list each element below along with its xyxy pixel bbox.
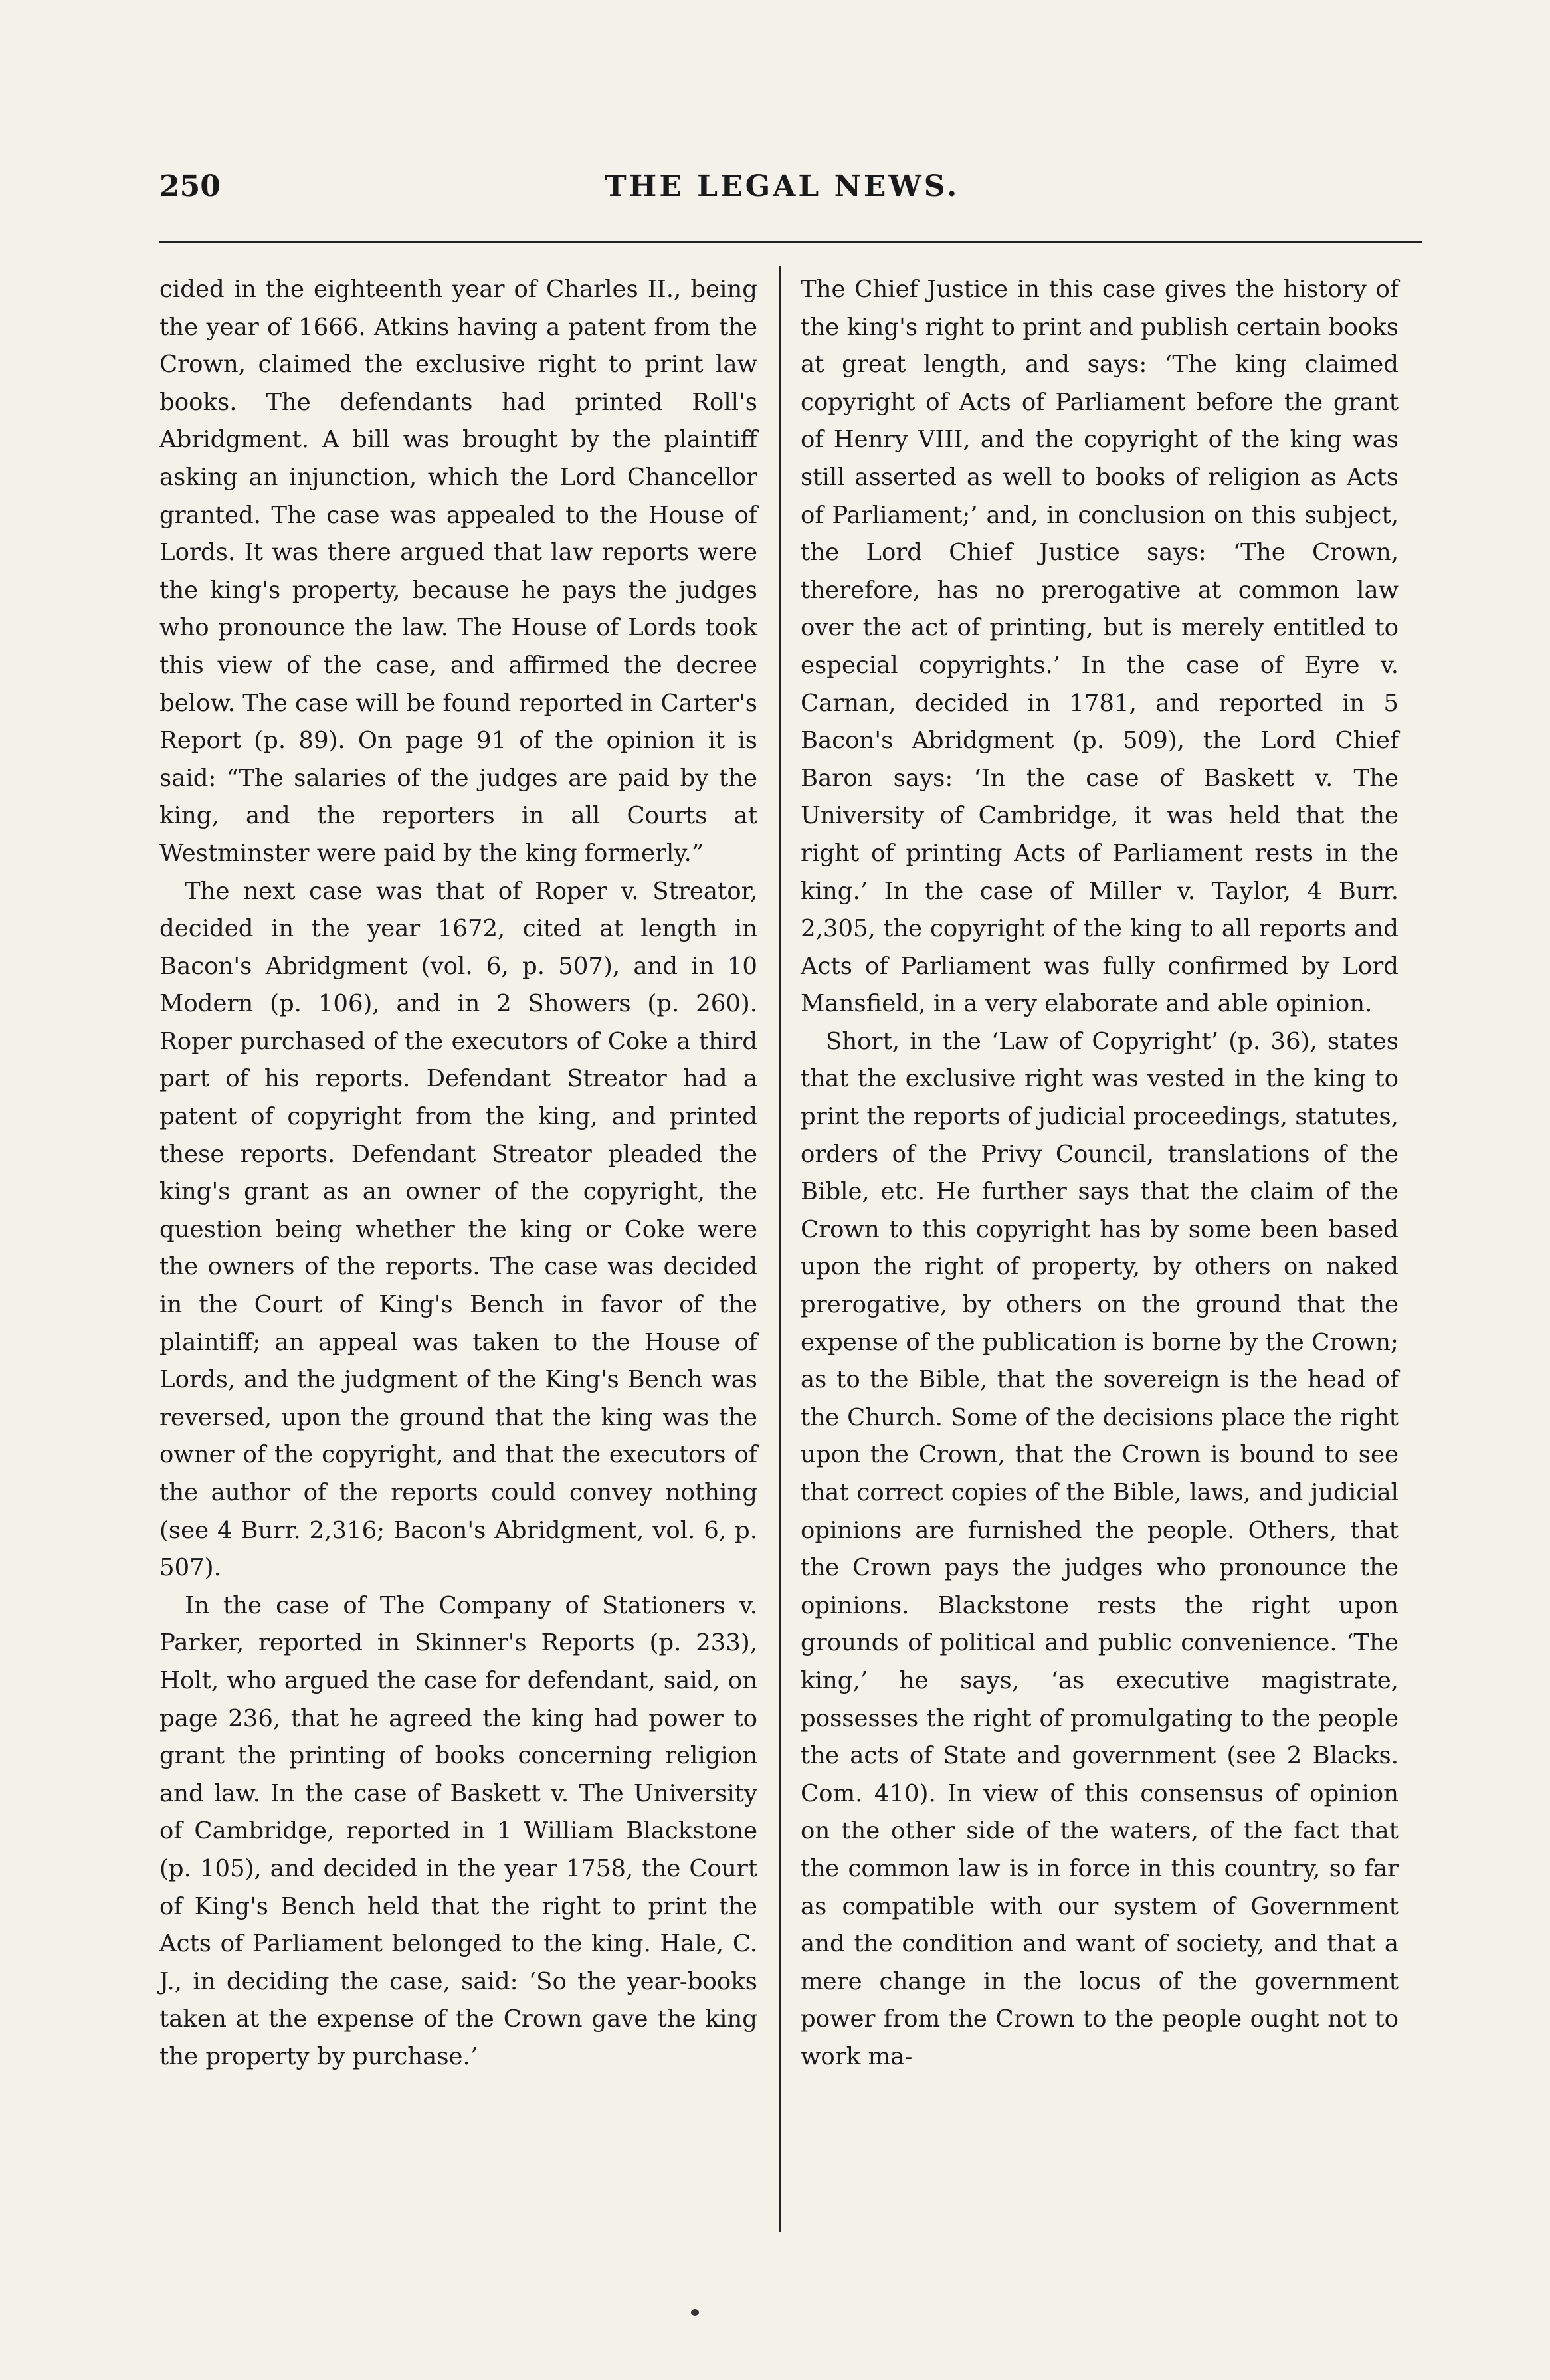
paragraph: In the case of The Company of Stationers v. Parker, reported in Skinner's Reports (p. 233), Holt, who argued the case for defendant, said, on page 236, that he agreed the king had power to grant the printing of books concerning religion and law. In the case of Baskett v. The University of Cambridge, reported in 1 William Blackstone (p. 105), and decided in the year 1758, the Court of King's Bench held that the right to print the Acts of Parliament belonged to the king. Hale, C. J., in deciding the case, said: ‘So the year-books taken at the expense of the Crown gave the king the property by purchase.’ bbox=[159, 1591, 757, 2070]
page-number: 250 bbox=[159, 169, 221, 203]
column-divider bbox=[779, 266, 781, 2232]
running-title: THE LEGAL NEWS. bbox=[605, 169, 960, 203]
paragraph: The next case was that of Roper v. Streator, decided in the year 1672, cited at length in Bacon's Abridgment (vol. 6, p. 507), and in 10 Modern (p. 106), and in 2 Showers (p. 260). Roper purchased of the executors of Coke a third part of his reports. Defendant Streator had a patent of copyright from the king, and printed these reports. Defendant Streator pleaded the king's grant as an owner of the copyright, the question being whether the king or Coke were the owners of the reports. The case was decided in the Court of King's Bench in favor of the plaintiff; an appeal was taken to the House of Lords, and the judgment of the King's Bench was reversed, upon the ground that the king was the owner of the copyright, and that the executors of the author of the reports could convey nothing (see 4 Burr. 2,316; Bacon's Abridgment, vol. 6, p. 507). bbox=[159, 877, 757, 1582]
page-header bbox=[159, 169, 1422, 223]
footer-mark bbox=[691, 2309, 699, 2316]
right-column bbox=[801, 271, 1399, 2251]
header-rule bbox=[159, 241, 1422, 243]
paragraph: cided in the eighteenth year of Charles II., being the year of 1666. Atkins having a patent from the Crown, claimed the exclusive right to print law books. The defendants had printed Roll's Abridgment. A bill was brought by the plaintiff asking an injunction, which the Lord Chancellor granted. The case was appealed to the House of Lords. It was there argued that law reports were the king's property, because he pays the judges who pronounce the law. The House of Lords took this view of the case, and affirmed the decree below. The case will be found reported in Carter's Report (p. 89). On page 91 of the opinion it is said: “The salaries of the judges are paid by the king, and the reporters in all Courts at Westminster were paid by the king formerly.” bbox=[159, 276, 757, 867]
paragraph: Short, in the ‘Law of Copyright’ (p. 36), states that the exclusive right was vested in the king to print the reports of judicial proceedings, statutes, orders of the Privy Council, translations of the Bible, etc. He further says that the claim of the Crown to this copyright has by some been based upon the right of property, by others on naked prerogative, by others on the ground that the expense of the publication is borne by the Crown; as to the Bible, that the sovereign is the head of the Church. Some of the decisions place the right upon the Crown, that the Crown is bound to see that correct copies of the Bible, laws, and judicial opinions are furnished the people. Others, that the Crown pays the judges who pronounce the opinions. Blackstone rests the right upon grounds of political and public convenience. ‘The king,’ he says, ‘as executive magistrate, possesses the right of promulgating to the people the acts of State and government (see 2 Blacks. Com. 410). In view of this consensus of opinion on the other side of the waters, of the fact that the common law is in force in this country, so far as compatible with our system of Government and the condition and want of society, and that a mere change in the locus of the government power from the Crown to the people ought not to work ma- bbox=[801, 1027, 1399, 2070]
left-column bbox=[159, 271, 757, 2251]
paragraph: The Chief Justice in this case gives the history of the king's right to print and publish certain books at great length, and says: ‘The king claimed copyright of Acts of Parliament before the grant of Henry VIII, and the copyright of the king was still asserted as well to books of religion as Acts of Parliament;’ and, in conclusion on this subject, the Lord Chief Justice says: ‘The Crown, therefore, has no prerogative at common law over the act of printing, but is merely entitled to especial copyrights.’ In the case of Eyre v. Carnan, decided in 1781, and reported in 5 Bacon's Abridgment (p. 509), the Lord Chief Baron says: ‘In the case of Baskett v. The University of Cambridge, it was held that the right of printing Acts of Parliament rests in the king.’ In the case of Miller v. Taylor, 4 Burr. 2,305, the copyright of the king to all reports and Acts of Parliament was fully confirmed by Lord Mansfield, in a very elaborate and able opinion. bbox=[801, 276, 1399, 1018]
